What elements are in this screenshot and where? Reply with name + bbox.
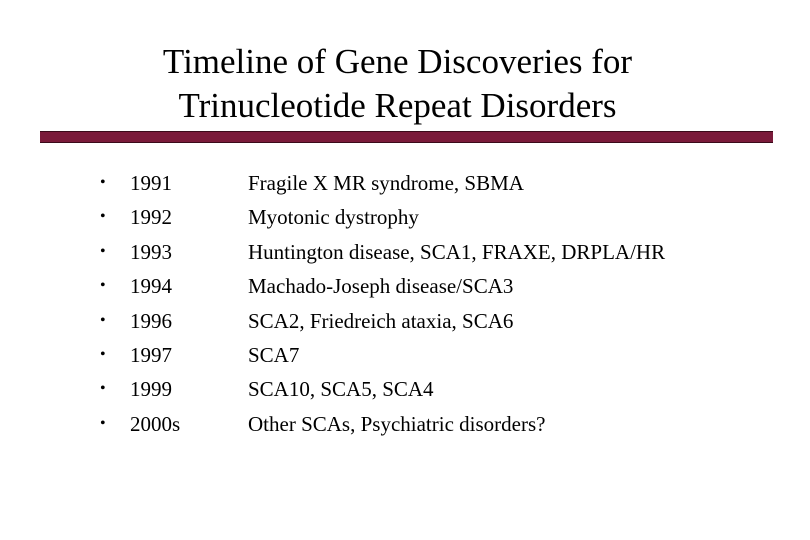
- list-item: [0, 304, 810, 338]
- timeline-year: 1992: [130, 205, 172, 230]
- bullet: •: [100, 345, 106, 363]
- list-item: [0, 372, 810, 406]
- timeline-discovery: SCA2, Friedreich ataxia, SCA6: [248, 308, 514, 333]
- timeline-discovery: Huntington disease, SCA1, FRAXE, DRPLA/HR: [248, 239, 666, 264]
- list-item: [0, 235, 810, 269]
- timeline-list: [0, 166, 810, 441]
- slide-title: [40, 40, 755, 128]
- list-item: [0, 407, 810, 441]
- bullet: •: [100, 311, 106, 329]
- timeline-discovery: Machado-Joseph disease/SCA3: [248, 274, 514, 299]
- timeline-discovery: SCA10, SCA5, SCA4: [248, 377, 434, 402]
- bullet: •: [100, 208, 106, 226]
- timeline-discovery: Myotonic dystrophy: [248, 205, 419, 230]
- bullet: •: [100, 242, 106, 260]
- title-divider: [40, 131, 773, 143]
- bullet: •: [100, 174, 106, 191]
- timeline-discovery: SCA7: [248, 342, 300, 367]
- timeline-year: 1991: [130, 171, 172, 195]
- timeline-year: 1994: [130, 274, 172, 299]
- timeline-year: 2000s: [130, 411, 181, 436]
- timeline-year: 1996: [130, 308, 172, 333]
- title-line-2: Trinucleotide Repeat Disorders: [178, 86, 617, 125]
- bullet: •: [100, 380, 106, 398]
- list-item: [0, 200, 810, 234]
- timeline-year: 1999: [130, 377, 172, 402]
- list-item: [0, 338, 810, 372]
- bullet: •: [100, 277, 106, 295]
- timeline-discovery: Other SCAs, Psychiatric disorders?: [248, 411, 546, 436]
- title-line-1: Timeline of Gene Discoveries for: [162, 42, 633, 81]
- timeline-year: 1993: [130, 239, 172, 264]
- bullet: •: [100, 414, 106, 432]
- timeline-year: 1997: [130, 342, 172, 367]
- list-item: [0, 269, 810, 303]
- timeline-discovery: Fragile X MR syndrome, SBMA: [248, 171, 524, 195]
- list-item: [0, 166, 810, 200]
